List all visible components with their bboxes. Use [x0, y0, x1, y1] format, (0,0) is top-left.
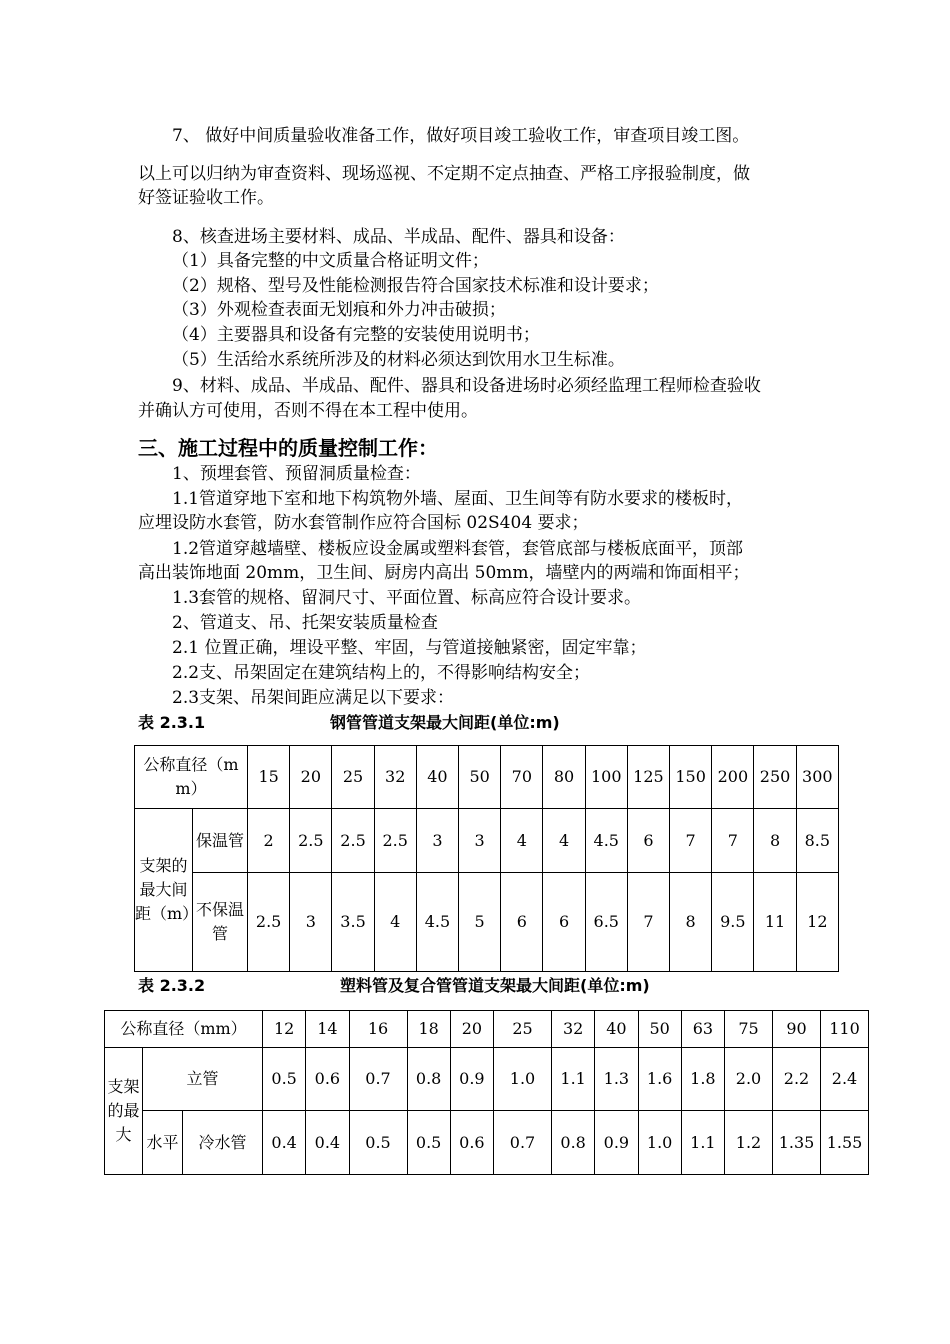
table1-cell: 6 [501, 873, 543, 972]
table1-cell: 6 [543, 873, 585, 972]
table1-caption-number: 表 2.3.1 [138, 713, 206, 732]
table1-cell: 8 [670, 873, 712, 972]
table2-diameter: 40 [595, 1011, 638, 1048]
item-8-2: （2）规格、型号及性能检测报告符合国家技术标准和设计要求； [172, 276, 659, 296]
item-9-line-1: 9、材料、成品、半成品、配件、器具和设备进场时必须经监理工程师检查验收 [172, 376, 761, 396]
table2-cell: 0.7 [349, 1048, 407, 1111]
table1-cell: 2.5 [374, 809, 416, 873]
table1-cell: 2.5 [248, 873, 290, 972]
table1-cell: 7 [670, 809, 712, 873]
table2-diameter: 50 [638, 1011, 681, 1048]
table2-row1-label: 立管 [143, 1048, 263, 1111]
table2-cell: 0.9 [450, 1048, 493, 1111]
table2-diameter: 63 [681, 1011, 724, 1048]
table1-diameter: 125 [627, 746, 669, 809]
table1-cell: 12 [796, 873, 838, 972]
item-8-3: （3）外观检查表面无划痕和外力冲击破损； [172, 300, 506, 320]
table1-diameter: 100 [585, 746, 627, 809]
table1-diameter: 15 [248, 746, 290, 809]
table2-cell: 1.6 [638, 1048, 681, 1111]
table2-cell: 1.35 [773, 1111, 821, 1175]
table2-cell: 0.5 [349, 1111, 407, 1175]
steel-pipe-support-table [134, 745, 839, 972]
table1-diameter: 70 [501, 746, 543, 809]
table2-cell: 2.2 [773, 1048, 821, 1111]
summary-line-2: 好签证验收工作。 [138, 188, 274, 208]
table1-cell: 3 [416, 809, 458, 873]
table1-diameter: 150 [670, 746, 712, 809]
table1-diameter: 20 [290, 746, 332, 809]
table2-cell: 1.2 [725, 1111, 773, 1175]
table2-cell: 0.6 [306, 1048, 349, 1111]
table2-cell: 2.0 [725, 1048, 773, 1111]
table1-cell: 3 [459, 809, 501, 873]
table1-diameter: 50 [459, 746, 501, 809]
table1-cell: 9.5 [712, 873, 754, 972]
table1-header-label: 公称直径（mm） [135, 746, 248, 809]
table2-cell: 0.5 [407, 1111, 450, 1175]
table1-cell: 8 [754, 809, 796, 873]
table1-cell: 4 [543, 809, 585, 873]
item-8-5: （5）生活给水系统所涉及的材料必须达到饮用水卫生标准。 [172, 350, 625, 370]
table2-cell: 0.7 [494, 1111, 552, 1175]
table2-cell: 0.4 [306, 1111, 349, 1175]
table1-diameter: 300 [796, 746, 838, 809]
sub-item-2-2: 2.2支、吊架固定在建筑结构上的，不得影响结构安全； [172, 663, 591, 683]
table1-cell: 6 [627, 809, 669, 873]
table2-cell: 1.1 [552, 1048, 595, 1111]
table2-diameter: 90 [773, 1011, 821, 1048]
item-8-1: （1）具备完整的中文质量合格证明文件； [172, 251, 489, 271]
table2-cell: 0.9 [595, 1111, 638, 1175]
sub-item-1-2-line-1: 1.2管道穿越墙壁、楼板应设金属或塑料套管，套管底部与楼板底面平，顶部 [172, 539, 744, 559]
table2-header-label: 公称直径（mm） [105, 1011, 263, 1048]
section-heading: 三、施工过程中的质量控制工作： [138, 436, 438, 460]
table2-row2-group: 水平 [143, 1111, 183, 1175]
item-8-4: （4）主要器具和设备有完整的安装使用说明书； [172, 325, 540, 345]
table2-diameter: 16 [349, 1011, 407, 1048]
table2-cell: 0.8 [407, 1048, 450, 1111]
sub-item-2-1: 2.1 位置正确，埋设平整、牢固，与管道接触紧密，固定牢靠； [172, 638, 647, 658]
table1-diameter: 250 [754, 746, 796, 809]
table2-cell: 1.55 [821, 1111, 869, 1175]
table1-diameter: 25 [332, 746, 374, 809]
table2-diameter: 110 [821, 1011, 869, 1048]
item-8: 8、核查进场主要材料、成品、半成品、配件、器具和设备： [172, 227, 625, 247]
table1-cell: 2.5 [332, 809, 374, 873]
table2-diameter: 20 [450, 1011, 493, 1048]
table2-cell: 2.4 [821, 1048, 869, 1111]
table2-diameter: 32 [552, 1011, 595, 1048]
table1-cell: 3 [290, 873, 332, 972]
table1-cell: 7 [712, 809, 754, 873]
table2-caption-number: 表 2.3.2 [138, 976, 206, 995]
table1-cell: 4 [501, 809, 543, 873]
table2-caption-title: 塑料管及复合管管道支架最大间距(单位:m) [340, 976, 650, 995]
plastic-pipe-support-table [104, 1010, 869, 1175]
table1-caption-title: 钢管管道支架最大间距(单位:m) [330, 713, 560, 732]
table2-cell: 1.8 [681, 1048, 724, 1111]
table1-cell: 4.5 [416, 873, 458, 972]
table2-cell: 1.1 [681, 1111, 724, 1175]
item-9-line-2: 并确认方可使用，否则不得在本工程中使用。 [138, 401, 478, 421]
table1-row-group-label: 支架的最大间距（m） [135, 809, 193, 972]
table2-diameter: 18 [407, 1011, 450, 1048]
table2-diameter: 25 [494, 1011, 552, 1048]
table2-row2-label: 冷水管 [183, 1111, 263, 1175]
table1-cell: 4.5 [585, 809, 627, 873]
table1-diameter: 80 [543, 746, 585, 809]
table2-cell: 0.6 [450, 1111, 493, 1175]
table1-cell: 4 [374, 873, 416, 972]
table1-diameter: 32 [374, 746, 416, 809]
table1-cell: 3.5 [332, 873, 374, 972]
table2-cell: 0.5 [263, 1048, 306, 1111]
table1-cell: 11 [754, 873, 796, 972]
table2-cell: 1.3 [595, 1048, 638, 1111]
summary-line-1: 以上可以归纳为审查资料、现场巡视、不定期不定点抽查、严格工序报验制度，做 [138, 164, 750, 184]
table2-diameter: 75 [725, 1011, 773, 1048]
sub-item-2: 2、管道支、吊、托架安装质量检查 [172, 613, 438, 633]
table1-cell: 2.5 [290, 809, 332, 873]
sub-item-1-1-line-1: 1.1管道穿地下室和地下构筑物外墙、屋面、卫生间等有防水要求的楼板时， [172, 489, 744, 509]
table1-cell: 6.5 [585, 873, 627, 972]
table1-cell: 2 [248, 809, 290, 873]
table2-cell: 1.0 [638, 1111, 681, 1175]
sub-item-1: 1、预埋套管、预留洞质量检查： [172, 464, 421, 484]
sub-item-1-3: 1.3套管的规格、留洞尺寸、平面位置、标高应符合设计要求。 [172, 588, 642, 608]
table1-diameter: 200 [712, 746, 754, 809]
table1-row1-label: 保温管 [193, 809, 248, 873]
table1-row2-label: 不保温管 [193, 873, 248, 972]
item-7: 7、 做好中间质量验收准备工作，做好项目竣工验收工作，审查项目竣工图。 [172, 126, 750, 146]
table2-cell: 0.4 [263, 1111, 306, 1175]
table2-row-group-label: 支架的最大 [105, 1048, 143, 1175]
sub-item-1-2-line-2: 高出装饰地面 20mm，卫生间、厨房内高出 50mm，墙壁内的两端和饰面相平； [138, 563, 750, 583]
table1-cell: 5 [459, 873, 501, 972]
table2-cell: 1.0 [494, 1048, 552, 1111]
table2-diameter: 12 [263, 1011, 306, 1048]
sub-item-1-1-line-2: 应埋设防水套管，防水套管制作应符合国标 02S404 要求； [138, 513, 589, 533]
table1-cell: 7 [627, 873, 669, 972]
table2-diameter: 14 [306, 1011, 349, 1048]
table1-cell: 8.5 [796, 809, 838, 873]
table2-cell: 0.8 [552, 1111, 595, 1175]
sub-item-2-3: 2.3支架、吊架间距应满足以下要求： [172, 688, 455, 708]
table1-diameter: 40 [416, 746, 458, 809]
